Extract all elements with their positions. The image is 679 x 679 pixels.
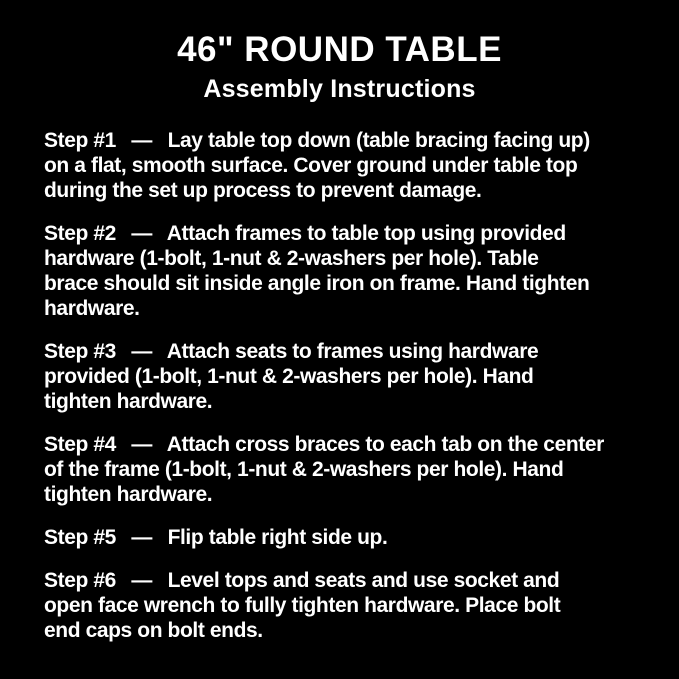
step-2-line-3: brace should sit inside angle iron on frame. Hand tighten bbox=[44, 272, 590, 295]
step-1-line-2: on a flat, smooth surface. Cover ground under table top bbox=[44, 154, 578, 177]
step-3 bbox=[44, 339, 673, 414]
step-3-line-3: tighten hardware. bbox=[44, 390, 213, 413]
step-5 bbox=[44, 525, 673, 550]
step-2-line-4: hardware. bbox=[44, 297, 140, 320]
step-1-line-3: during the set up process to prevent damage. bbox=[44, 179, 482, 202]
page-title: 46" ROUND TABLE bbox=[177, 30, 502, 69]
step-6-line-1: Step #6 — Level tops and seats and use socket and bbox=[44, 569, 560, 592]
step-1 bbox=[44, 128, 673, 203]
step-2-line-1: Step #2 — Attach frames to table top using provided bbox=[44, 222, 566, 245]
step-3-line-1: Step #3 — Attach seats to frames using hardware bbox=[44, 340, 539, 363]
step-4-line-3: tighten hardware. bbox=[44, 483, 213, 506]
step-6 bbox=[44, 568, 673, 643]
step-3-line-2: provided (1-bolt, 1-nut & 2-washers per hole). Hand bbox=[44, 365, 534, 388]
step-6-line-3: end caps on bolt ends. bbox=[44, 619, 263, 642]
step-6-line-2: open face wrench to fully tighten hardware. Place bolt bbox=[44, 594, 561, 617]
steps-list bbox=[0, 128, 679, 643]
step-4-line-2: of the frame (1-bolt, 1-nut & 2-washers per hole). Hand bbox=[44, 458, 564, 481]
step-2-line-2: hardware (1-bolt, 1-nut & 2-washers per hole). Table bbox=[44, 247, 539, 270]
step-1-line-1: Step #1 — Lay table top down (table bracing facing up) bbox=[44, 129, 590, 152]
step-2 bbox=[44, 221, 673, 321]
step-5-line-1: Step #5 — Flip table right side up. bbox=[44, 526, 388, 549]
page-subtitle: Assembly Instructions bbox=[203, 75, 476, 103]
step-4 bbox=[44, 432, 673, 507]
step-4-line-1: Step #4 — Attach cross braces to each tab on the center bbox=[44, 433, 604, 456]
